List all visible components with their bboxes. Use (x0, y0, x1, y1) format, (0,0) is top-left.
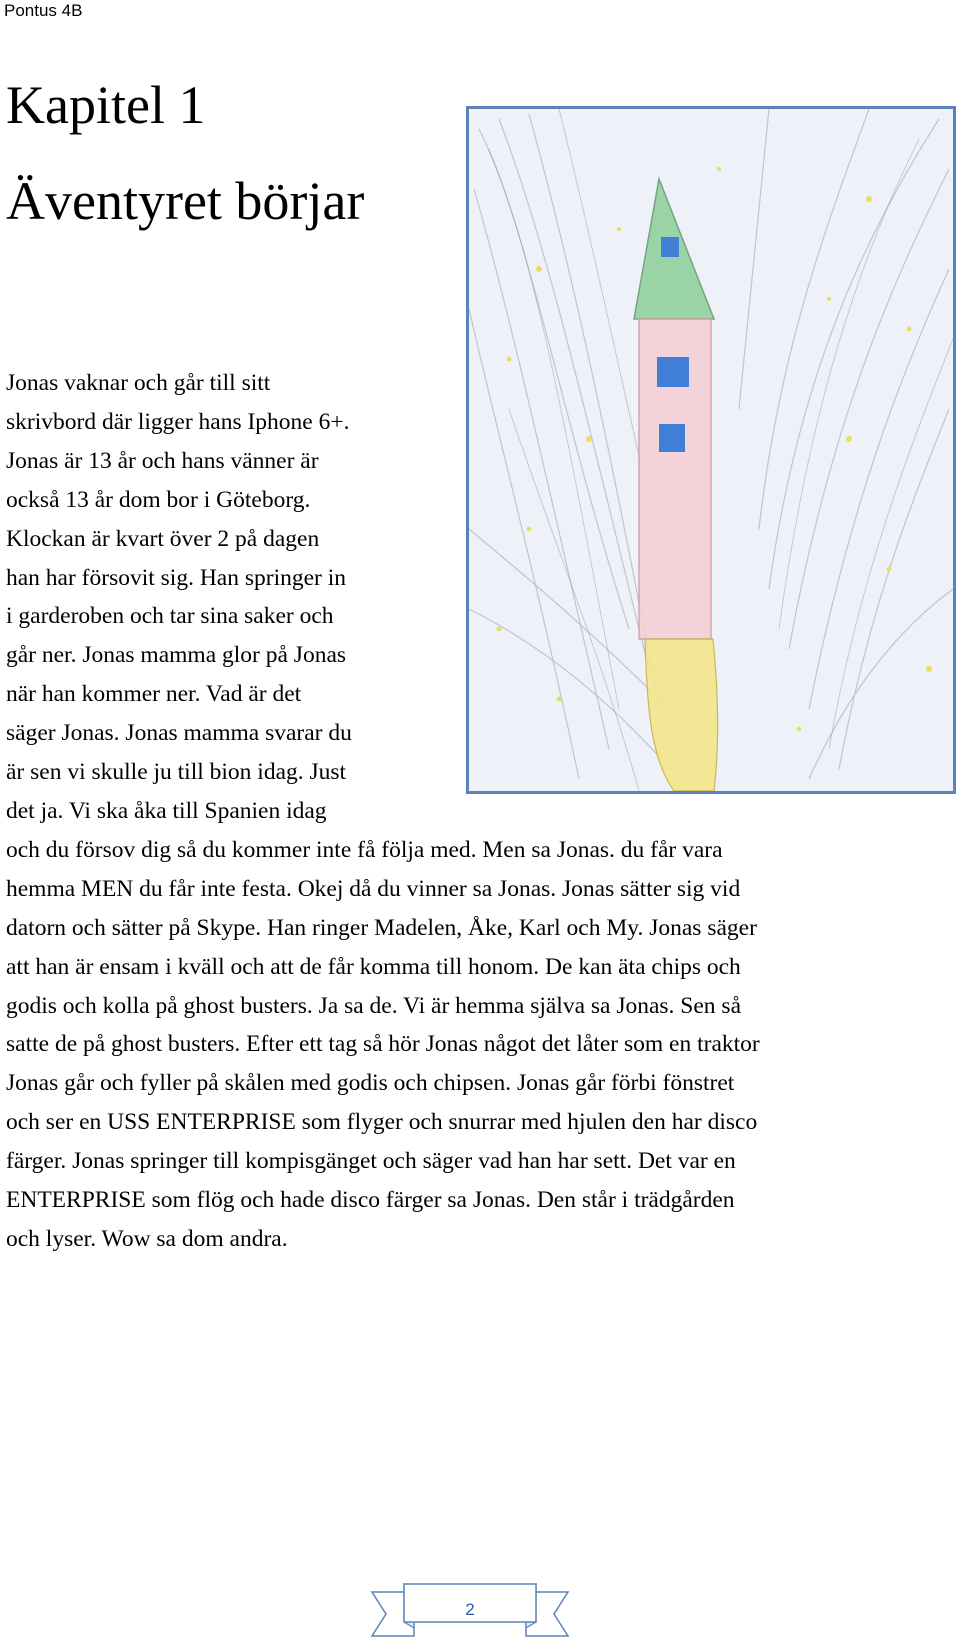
story-line: satte de på ghost busters. Efter ett tag så hör Jonas något det låter som en traktor (6, 1031, 760, 1058)
story-line: hemma MEN du får inte festa. Okej då du vinner sa Jonas. Jonas sätter sig vid (6, 875, 741, 902)
rocket-window-top (661, 237, 679, 257)
story-line: Klockan är kvart över 2 på dagen (6, 525, 320, 552)
story-line: färger. Jonas springer till kompisgänget och säger vad han har sett. Det var en (6, 1148, 736, 1175)
story-line: och lyser. Wow sa dom andra. (6, 1225, 288, 1252)
story-line: när han kommer ner. Vad är det (6, 681, 302, 708)
story-line: datorn och sätter på Skype. Han ringer Madelen, Åke, Karl och My. Jonas säger (6, 914, 757, 941)
story-line: att han är ensam i kväll och att de får komma till honom. De kan äta chips och (6, 953, 741, 980)
story-line: Jonas är 13 år och hans vänner är (6, 447, 319, 474)
story-line: går ner. Jonas mamma glor på Jonas (6, 642, 347, 669)
chapter-name-title: Äventyret börjar (6, 171, 365, 231)
story-line: ENTERPRISE som flög och hade disco färger sa Jonas. Den står i trädgården (6, 1187, 735, 1214)
story-line: i garderoben och tar sina saker och (6, 603, 334, 630)
story-line: Jonas går och fyller på skålen med godis och chipsen. Jonas går förbi fönstret (6, 1070, 735, 1097)
page-number: 2 (465, 1600, 475, 1619)
story-line: också 13 år dom bor i Göteborg. (6, 486, 311, 513)
story-line: han har försovit sig. Han springer in (6, 564, 347, 591)
story-text (6, 364, 946, 1259)
chapter-number-title: Kapitel 1 (6, 75, 206, 135)
author-label: Pontus 4B (4, 1, 83, 20)
story-line: godis och kolla på ghost busters. Ja sa de. Vi är hemma själva sa Jonas. Sen så (6, 992, 742, 1019)
story-line: är sen vi skulle ju till bion idag. Just (6, 759, 347, 786)
story-line: och du försov dig så du kommer inte få följa med. Men sa Jonas. du får vara (6, 836, 723, 863)
story-line: säger Jonas. Jonas mamma svarar du (6, 720, 352, 747)
story-line: skrivbord där ligger hans Iphone 6+. (6, 408, 350, 435)
story-line: och ser en USS ENTERPRISE som flyger och snurrar med hjulen den har disco (6, 1109, 758, 1136)
story-line: det ja. Vi ska åka till Spanien idag (6, 797, 327, 824)
story-line: Jonas vaknar och går till sitt (6, 370, 271, 396)
page-number-badge (370, 1578, 570, 1642)
